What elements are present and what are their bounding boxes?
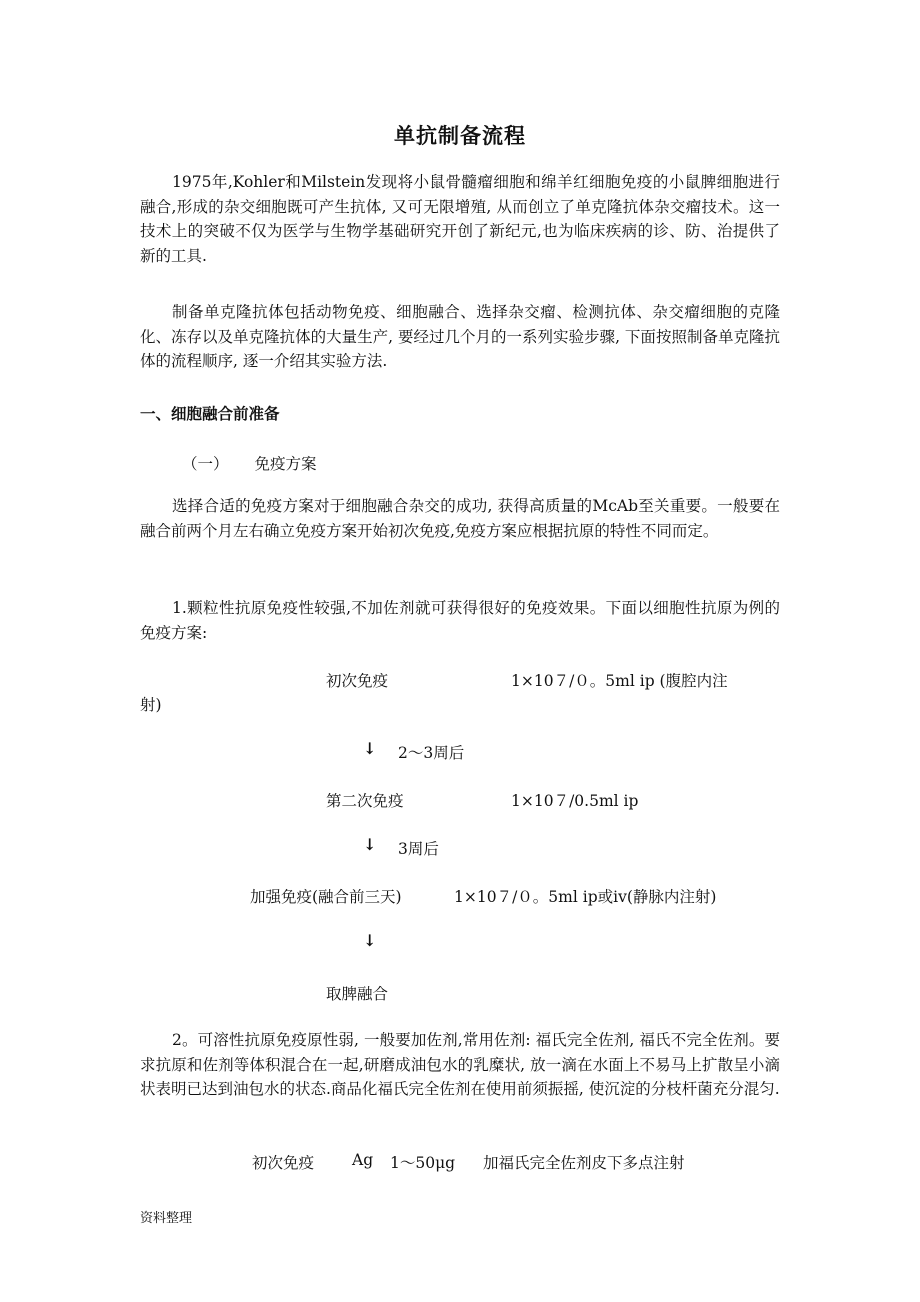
intro-paragraph: 1975年,Kohler和Milstein发现将小鼠骨髓瘤细胞和绵羊红细胞免疫的小鼠脾细胞进行融合,形成的杂交细胞既可产生抗体, 又可无限增殖, 从而创立了单克隆抗体杂交瘤技术。这一技术上的突破不仅为医学与生物学基础研究开创了新纪元,也为临床疾病的诊、防、治提供了新的工具. <box>140 173 780 265</box>
soluble-protocol-dose: 1～50μg <box>390 1154 456 1172</box>
down-arrow-icon: ↓ <box>363 835 377 854</box>
particulate-antigen-paragraph: 1.颗粒性抗原免疫性较强,不加佐剂就可获得很好的免疫效果。下面以细胞性抗原为例的免疫方案: <box>140 599 780 642</box>
soluble-protocol-name: 初次免疫 <box>252 1154 315 1172</box>
down-arrow-icon: ↓ <box>363 739 377 758</box>
flow-step3-dose: 1×10７/０。5ml ip或iv(静脉内注射) <box>454 888 717 906</box>
soluble-protocol-method: 加福氏完全佐剂皮下多点注射 <box>483 1154 685 1172</box>
flow-step1-dose: 1×10７/０。5ml ip (腹腔内注 <box>511 672 728 690</box>
soluble-protocol-antigen: Ag <box>352 1151 374 1169</box>
flow-final-step: 取脾融合 <box>326 985 389 1003</box>
subsection-number: （一） <box>182 455 229 473</box>
subsection-title: 免疫方案 <box>254 455 317 473</box>
flow-step2-dose: 1×10７/0.5ml ip <box>511 792 639 810</box>
flow-step2-name: 第二次免疫 <box>326 792 404 810</box>
flow-step3-name: 加强免疫(融合前三天) <box>250 888 402 906</box>
soluble-antigen-paragraph: 2。可溶性抗原免疫原性弱, 一般要加佐剂,常用佐剂: 福氏完全佐剂, 福氏不完全佐剂。要求抗原和佐剂等体积混合在一起,研磨成油包水的乳糜状, 放一滴在水面上不易马上扩散呈小滴状表明已达到油包水的状态.商品化福氏完全佐剂在使用前须振摇, 使沉淀的分枝杆菌充分混匀. <box>140 1031 780 1098</box>
flow-step1-name: 初次免疫 <box>326 672 389 690</box>
flow-step1-wrap: 射) <box>140 696 162 714</box>
down-arrow-icon: ↓ <box>363 931 377 950</box>
page-title: 单抗制备流程 <box>394 124 526 148</box>
flow-interval1: 2～3周后 <box>398 744 465 762</box>
section-heading: 一、细胞融合前准备 <box>140 405 280 423</box>
flow-interval2: 3周后 <box>398 840 439 858</box>
page-footer: 资料整理 <box>140 1211 193 1226</box>
subsection-heading <box>182 452 317 474</box>
immune-choice-paragraph: 选择合适的免疫方案对于细胞融合杂交的成功, 获得高质量的McAb至关重要。一般要在融合前两个月左右确立免疫方案开始初次免疫,免疫方案应根据抗原的特性不同而定。 <box>140 497 780 540</box>
overview-paragraph: 制备单克隆抗体包括动物免疫、细胞融合、选择杂交瘤、检测抗体、杂交瘤细胞的克隆化、冻存以及单克隆抗体的大量生产, 要经过几个月的一系列实验步骤, 下面按照制备单克隆抗体的流程顺序, 逐一介绍其实验方法. <box>140 303 780 370</box>
